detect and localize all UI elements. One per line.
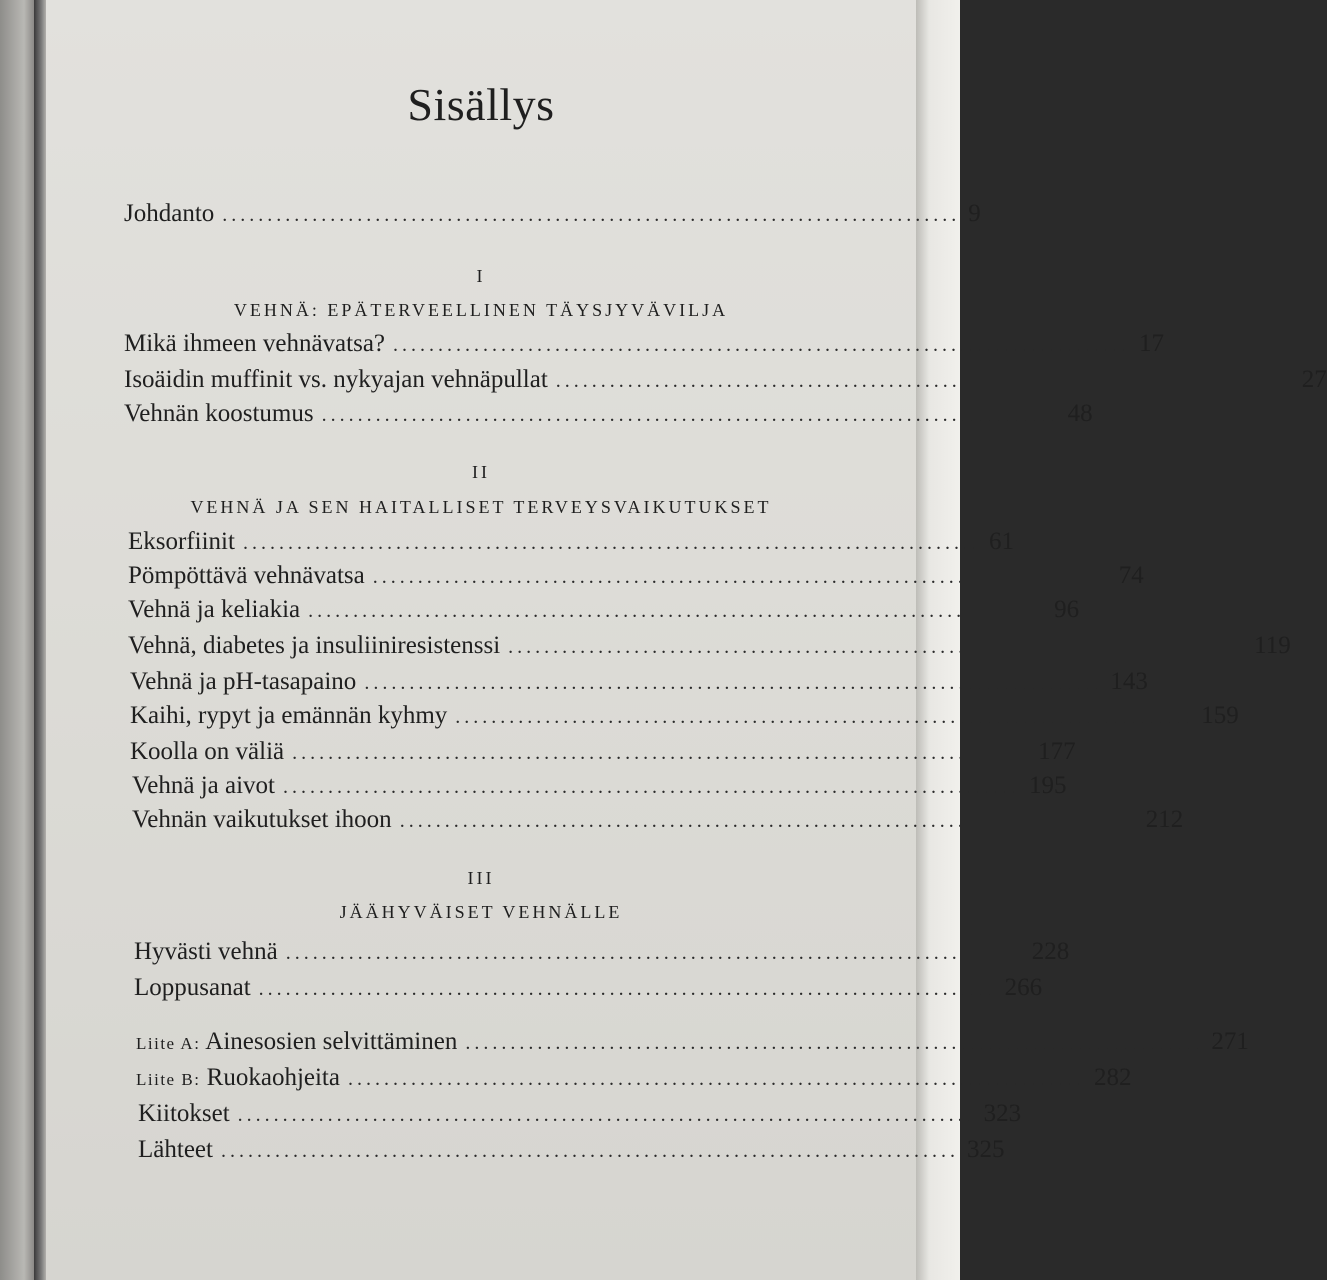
table-of-contents (46, 0, 1327, 1280)
part-title: VEHNÄ: EPÄTERVEELLINEN TÄYSJYVÄVILJA (233, 300, 729, 320)
toc-entry-intro (124, 200, 981, 228)
toc-entry-label: Vehnän koostumus (124, 400, 314, 427)
toc-entry (128, 632, 1291, 660)
toc-entry-page: 177 (1038, 738, 1076, 765)
leader-dots: .................................................................................. (321, 404, 1060, 426)
toc-entry (128, 562, 1144, 590)
leader-dots: .................................................................................. (465, 1032, 1204, 1054)
toc-entry (130, 702, 1239, 730)
toc-entry-page: 195 (1029, 772, 1067, 799)
toc-entry-page: 212 (1145, 806, 1184, 833)
toc-page (46, 0, 1327, 1280)
toc-entry-page: 143 (1110, 668, 1148, 695)
toc-entry-label: Vehnä, diabetes ja insuliiniresistenssi (128, 632, 501, 659)
leader-dots: .................................................................................. (222, 204, 961, 226)
leader-dots: .................................................................................. (455, 706, 1194, 728)
toc-entry-page: 325 (966, 1136, 1005, 1163)
part-title: VEHNÄ JA SEN HAITALLISET TERVEYSVAIKUTUKSET (190, 497, 772, 517)
appendix-prefix: Liite B: (136, 1070, 201, 1089)
toc-entry-label: Eksorfiinit (128, 528, 235, 555)
toc-entry-page: 96 (1054, 596, 1080, 623)
toc-entry-label: Kiitokset (138, 1100, 230, 1127)
toc-entry-page: 17 (1139, 330, 1165, 357)
toc-entry-label (136, 1028, 457, 1056)
toc-entry-page: 27 (1301, 366, 1327, 393)
toc-entry-page: 159 (1201, 702, 1239, 729)
appendix-title: Ainesosien selvittäminen (205, 1028, 458, 1055)
leader-dots: .................................................................................. (283, 776, 1022, 798)
toc-entry (132, 806, 1184, 834)
toc-entry-label: Loppusanat (134, 974, 251, 1001)
toc-entry-appendix (136, 1064, 1132, 1092)
toc-entry-label: Mikä ihmeen vehnävatsa? (124, 330, 386, 357)
leader-dots: .................................................................................. (347, 1068, 1086, 1090)
toc-entry (134, 938, 1070, 966)
part-number: III (467, 868, 495, 888)
leader-dots: .................................................................................. (393, 334, 1132, 356)
toc-entry (130, 668, 1148, 696)
leader-dots: .................................................................................. (285, 942, 1024, 964)
toc-entry-page: 323 (983, 1100, 1022, 1127)
leader-dots: .................................................................................. (242, 532, 981, 554)
toc-entry-label: Pömpöttävä vehnävatsa (128, 562, 365, 589)
toc-entry-page: 271 (1211, 1028, 1249, 1055)
toc-entry-page: 48 (1067, 400, 1093, 427)
toc-entry-label: Hyvästi vehnä (134, 938, 278, 965)
toc-entry (138, 1100, 1022, 1128)
leader-dots: .................................................................................. (237, 1104, 976, 1126)
leader-dots: .................................................................................. (308, 600, 1047, 622)
toc-entry (130, 738, 1076, 766)
toc-entry (132, 772, 1067, 800)
toc-entry-label: Vehnän vaikutukset ihoon (132, 806, 392, 833)
toc-entry-label: Kaihi, rypyt ja emännän kyhmy (130, 702, 448, 729)
leader-dots: .................................................................................. (258, 978, 997, 1000)
toc-entry-label: Johdanto (124, 200, 215, 227)
toc-entry-label: Vehnä ja keliakia (128, 596, 301, 623)
leader-dots: .................................................................................. (220, 1140, 959, 1162)
toc-entry (124, 330, 1165, 358)
leader-dots: .................................................................................. (364, 672, 1103, 694)
toc-entry-page: 228 (1031, 938, 1070, 965)
leader-dots: .................................................................................. (372, 566, 1111, 588)
toc-entry (124, 400, 1093, 428)
toc-entry-page: 266 (1004, 974, 1043, 1001)
toc-entry-page: 61 (988, 528, 1014, 555)
toc-entry (124, 366, 1327, 394)
toc-entry-label (136, 1064, 340, 1092)
toc-entry-page: 119 (1254, 632, 1291, 659)
toc-entry-label: Vehnä ja aivot (132, 772, 276, 799)
page-title: Sisällys (407, 79, 555, 130)
part-number: I (476, 266, 486, 286)
toc-entry (138, 1136, 1005, 1164)
part-number: II (472, 462, 490, 482)
toc-entry-label: Koolla on väliä (130, 738, 285, 765)
toc-entry (128, 596, 1080, 624)
toc-entry (134, 974, 1043, 1002)
toc-entry-label: Isoäidin muffinit vs. nykyajan vehnäpullat (124, 366, 548, 393)
toc-entry (128, 528, 1014, 556)
leader-dots: .................................................................................. (555, 370, 1294, 392)
toc-entry-appendix (136, 1028, 1249, 1056)
leader-dots: .................................................................................. (292, 742, 1031, 764)
part-title: JÄÄHYVÄISET VEHNÄLLE (339, 902, 623, 922)
leader-dots: .................................................................................. (508, 636, 1247, 658)
toc-entry-page: 282 (1093, 1064, 1132, 1091)
appendix-title: Ruokaohjeita (206, 1064, 340, 1091)
toc-entry-label: Lähteet (138, 1136, 213, 1163)
toc-entry-page: 74 (1118, 562, 1144, 589)
appendix-prefix: Liite A: (136, 1034, 201, 1053)
leader-dots: .................................................................................. (399, 810, 1138, 832)
toc-entry-page: 9 (968, 200, 981, 227)
toc-entry-label: Vehnä ja pH-tasapaino (130, 668, 357, 695)
